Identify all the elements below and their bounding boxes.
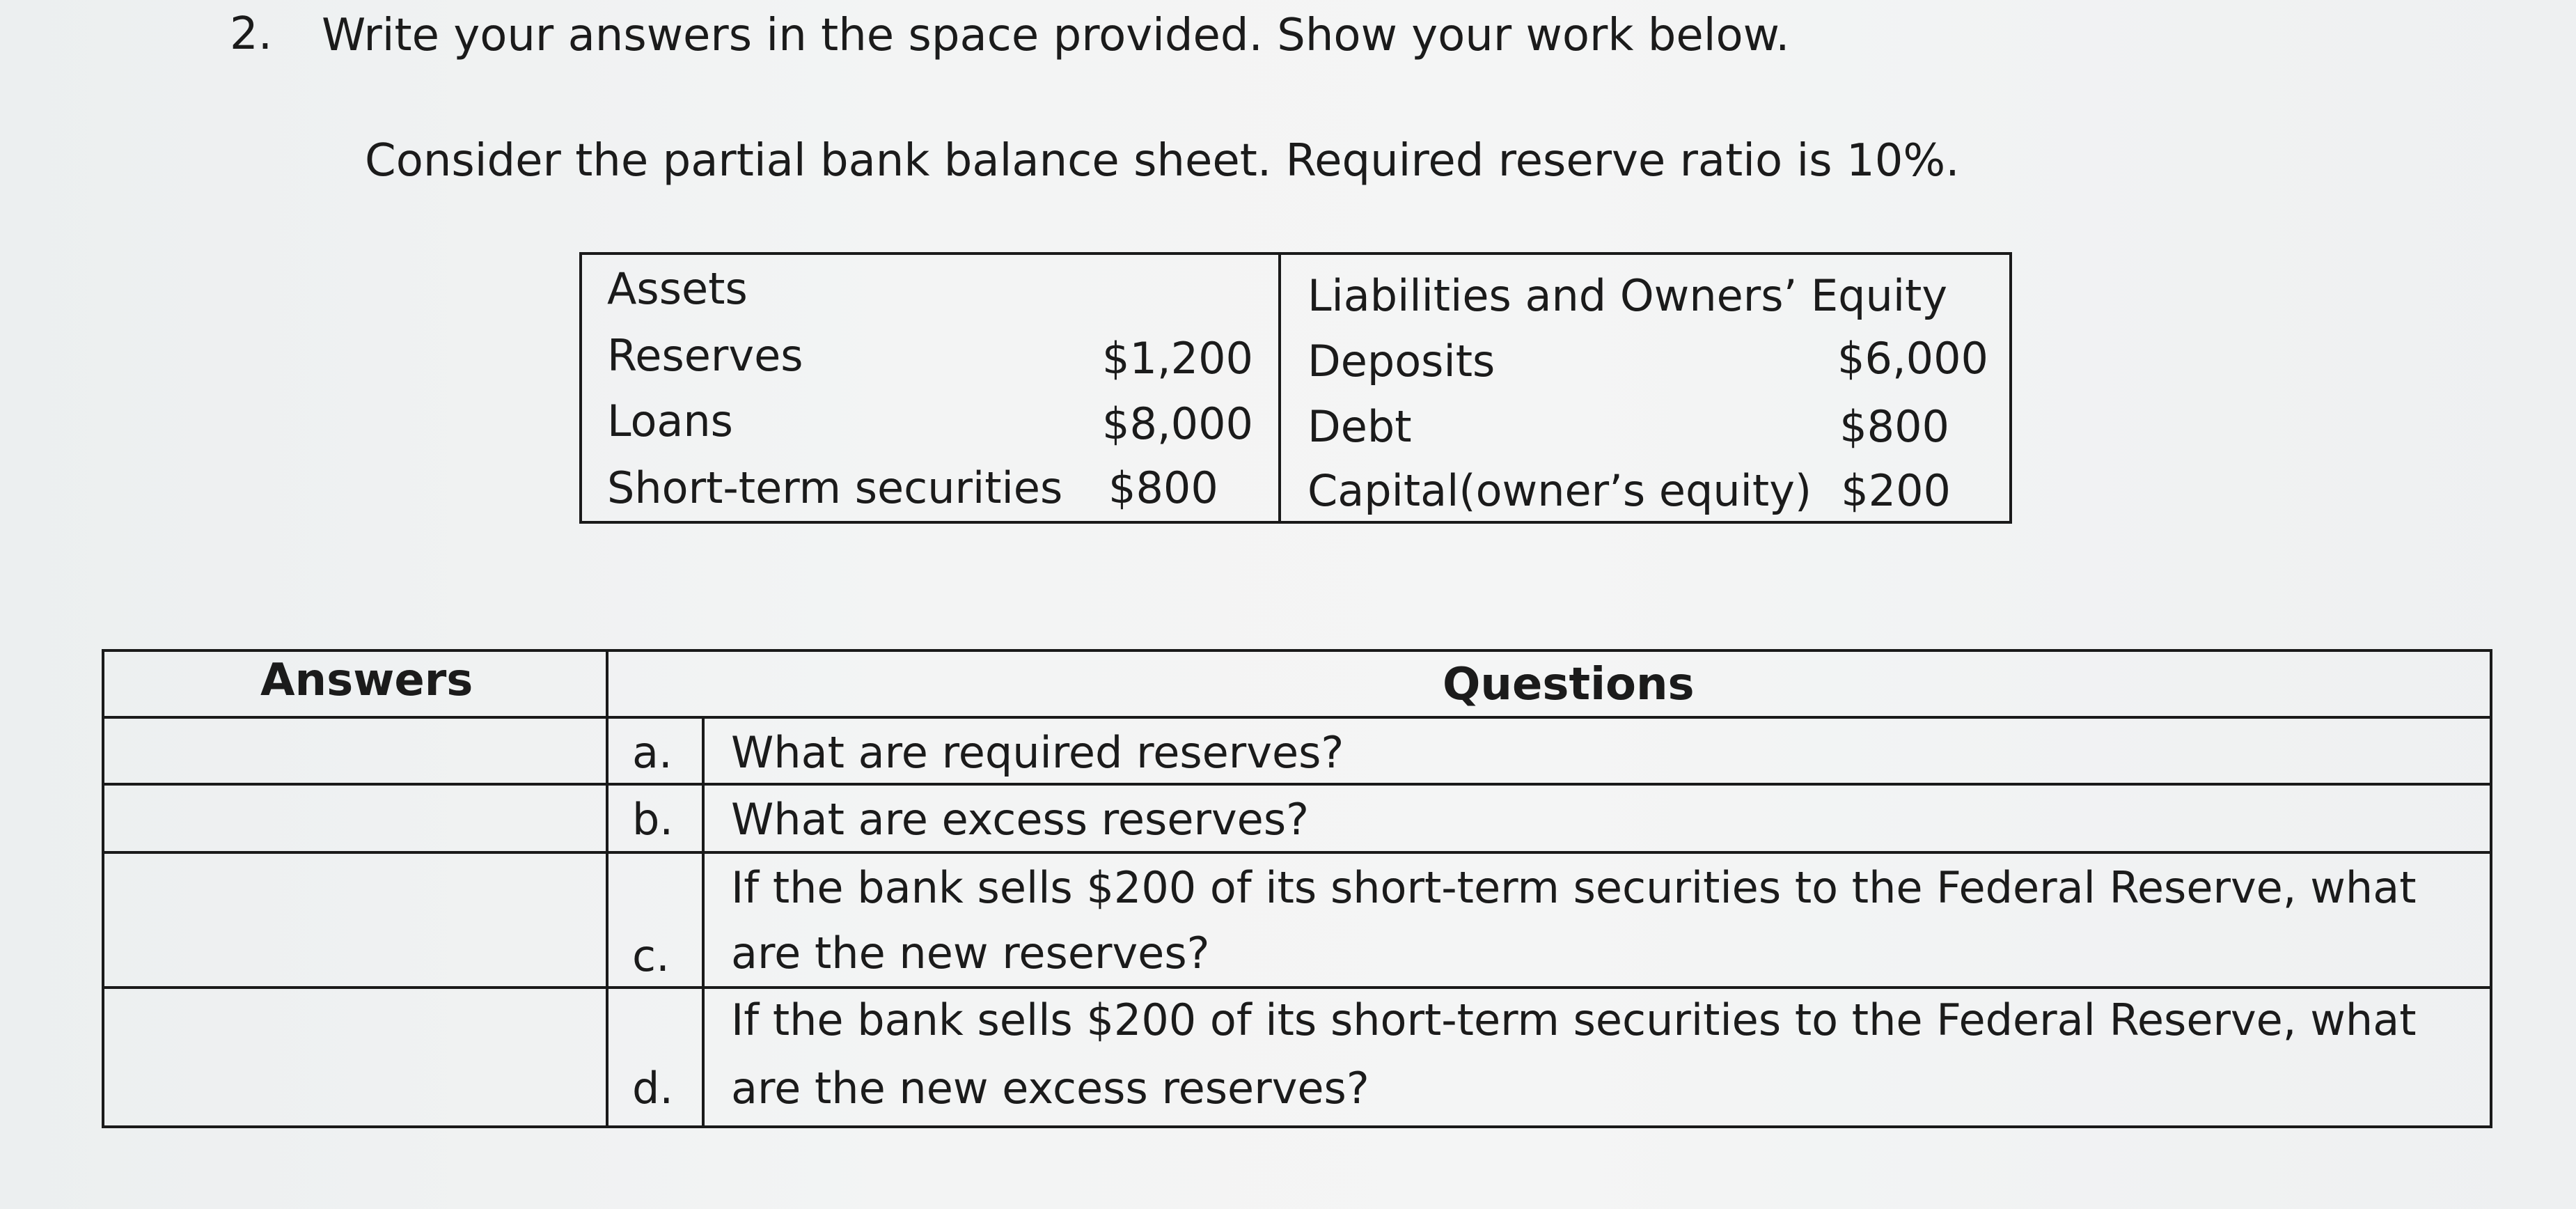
- liability-value-deposits: $6,000: [1837, 333, 1988, 384]
- asset-value-loans: $8,000: [1102, 398, 1253, 449]
- question-letter-a: a.: [632, 727, 673, 778]
- asset-label-reserves: Reserves: [607, 330, 803, 381]
- asset-value-reserves: $1,200: [1102, 333, 1253, 384]
- assets-header: Assets: [607, 263, 748, 314]
- liabilities-header: Liabilities and Owners’ Equity: [1307, 270, 1948, 321]
- questions-header: Questions: [1443, 659, 1695, 710]
- liability-value-capital: $200: [1841, 465, 1951, 516]
- asset-label-loans: Loans: [607, 396, 733, 446]
- question-text-c-line1: If the bank sells $200 of its short-term securities to the Federal Reserve, what: [731, 862, 2417, 913]
- question-text-a: What are required reserves?: [731, 727, 1344, 778]
- question-letter-c: c.: [632, 930, 670, 981]
- question-number: 2.: [230, 8, 273, 60]
- asset-value-short-term-securities: $800: [1108, 462, 1218, 513]
- question-letter-d: d.: [632, 1063, 674, 1114]
- answer-cell-a[interactable]: [104, 719, 606, 783]
- question-text-c-line2: are the new reserves?: [731, 928, 1210, 978]
- answer-cell-d[interactable]: [104, 989, 606, 1125]
- answer-cell-b[interactable]: [104, 786, 606, 851]
- liability-label-deposits: Deposits: [1307, 336, 1495, 387]
- balance-sheet-divider: [1278, 252, 1281, 524]
- question-text-d-line2: are the new excess reserves?: [731, 1063, 1369, 1114]
- question-text-b: What are excess reserves?: [731, 794, 1310, 845]
- question-text-d-line1: If the bank sells $200 of its short-term securities to the Federal Reserve, what: [731, 994, 2417, 1045]
- answer-cell-c[interactable]: [104, 854, 606, 986]
- question-letter-b: b.: [632, 794, 674, 845]
- qa-column-divider-letters: [702, 717, 705, 1128]
- question-instruction: Write your answers in the space provided. Show your work below.: [322, 10, 1790, 61]
- liability-value-debt: $800: [1839, 401, 1949, 452]
- intro-text: Consider the partial bank balance sheet. Required reserve ratio is 10%.: [365, 135, 1960, 187]
- answers-header: Answers: [260, 655, 473, 706]
- liability-label-debt: Debt: [1307, 401, 1412, 452]
- liability-label-capital: Capital(owner’s equity): [1307, 465, 1812, 516]
- qa-column-divider-answers: [606, 649, 608, 1128]
- asset-label-short-term-securities: Short-term securities: [607, 462, 1063, 513]
